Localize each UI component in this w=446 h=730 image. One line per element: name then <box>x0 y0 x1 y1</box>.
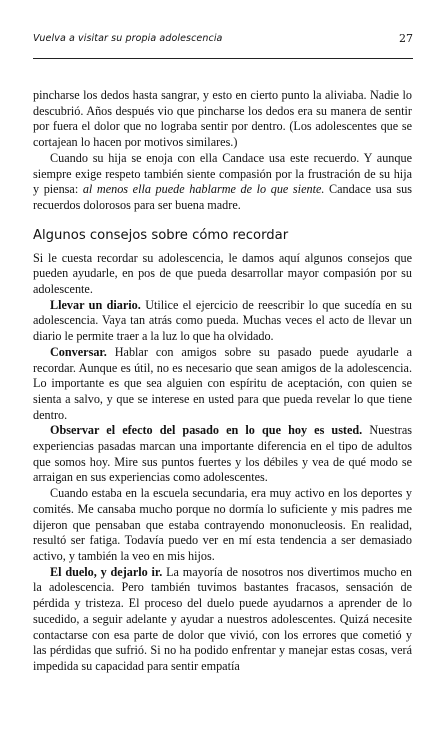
italic-quote: al menos ella puede hablarme de lo que siente. <box>82 182 325 197</box>
tip-converse <box>33 345 412 424</box>
tip-text: Hablar con amigos sobre su pasado puede ayudarle a recordar. Aunque es útil, no es necesario que sean amigos de la adolescencia. Lo importante es que sea alguien con espíritu de aceptación, con quien se sienta a salvo, y que se interese en usted para que pueda revelar lo que tiene dentro. <box>33 344 412 422</box>
tip-title: Llevar un diario. <box>50 297 141 312</box>
tip-grief <box>33 565 412 675</box>
page-header <box>33 33 413 47</box>
paragraph-intro: Si le cuesta recordar su adolescencia, le damos aquí algunos consejos que pueden ayudarle, en pos de que pueda desarrollar mayor compasión por su adolescente. <box>33 250 412 297</box>
paragraph-text: Cuando su hija se enoja con ella Candace usa este recuerdo. Y aunque siempre exige respeto también siente compasión por la frustración de su hija y piensa: <box>33 150 412 197</box>
tip-text: Utilice el ejercicio de reescribir lo que sucedía en su adolescencia. Vaya tan atrás como pueda. Muchas veces el acto de llevar un diario le permite traer a la luz lo que ha olvidado. <box>33 297 412 344</box>
header-rule <box>33 58 413 59</box>
page-number: 27 <box>399 32 413 45</box>
tip-title: El duelo, y dejarlo ir. <box>50 564 163 579</box>
tip-title: Conversar. <box>50 344 107 359</box>
paragraph-candace <box>33 151 412 214</box>
running-head: Vuelva a visitar su propia adolescencia <box>33 33 223 44</box>
tip-observe <box>33 423 412 486</box>
tip-title: Observar el efecto del pasado en lo que hoy es usted. <box>50 423 363 438</box>
page-body <box>33 88 412 675</box>
paragraph-continuation: pincharse los dedos hasta sangrar, y esto en cierto punto la aliviaba. Nadie lo descubrió. Años después vio que pincharse los dedos era su manera de sentir por fuera el dolor que no lograba sentir por dentro. (Los adolescentes que se cortajean lo hacen por motivos similares.) <box>33 88 412 150</box>
paragraph-text: Candace usa sus recuerdos dolorosos para ser buena madre. <box>33 182 413 212</box>
section-heading: Algunos consejos sobre cómo recordar <box>33 227 289 243</box>
tip-diary <box>33 298 412 345</box>
tip-text: La mayoría de nosotros nos divertimos mucho en la adolescencia. Pero también tuvimos bastantes fracasos, sensación de pérdida y tristeza. El proceso del duelo puede ayudarnos a aprender de lo sucedido, a seguir adelante y ayudar a nuestros adolescentes. Quizá necesite contactarse con esa parte de dolor que vivió, con los errores que cometió y las pérdidas que sufrió. Si no ha podido enfrentar y manejar estas cosas, verá impedida su capacidad para sentir empatía <box>33 564 412 673</box>
paragraph-anecdote: Cuando estaba en la escuela secundaria, era muy activo en los deportes y comités. Me cansaba mucho porque no dormía lo suficiente y mis padres me dijeron que pensaban que estaba contrayendo mononucleosis. En realidad, resultó ser fatiga. Todavía puedo ver en mí esta tendencia a ser demasiado activo, y también la veo en mis hijos. <box>33 486 412 563</box>
tip-text: Nuestras experiencias pasadas marcan una importante diferencia en el tipo de adultos que somos hoy. Mire sus puntos fuertes y los débiles y vea de qué modo se arraigan en sus experiencias como adolescentes. <box>33 423 412 485</box>
